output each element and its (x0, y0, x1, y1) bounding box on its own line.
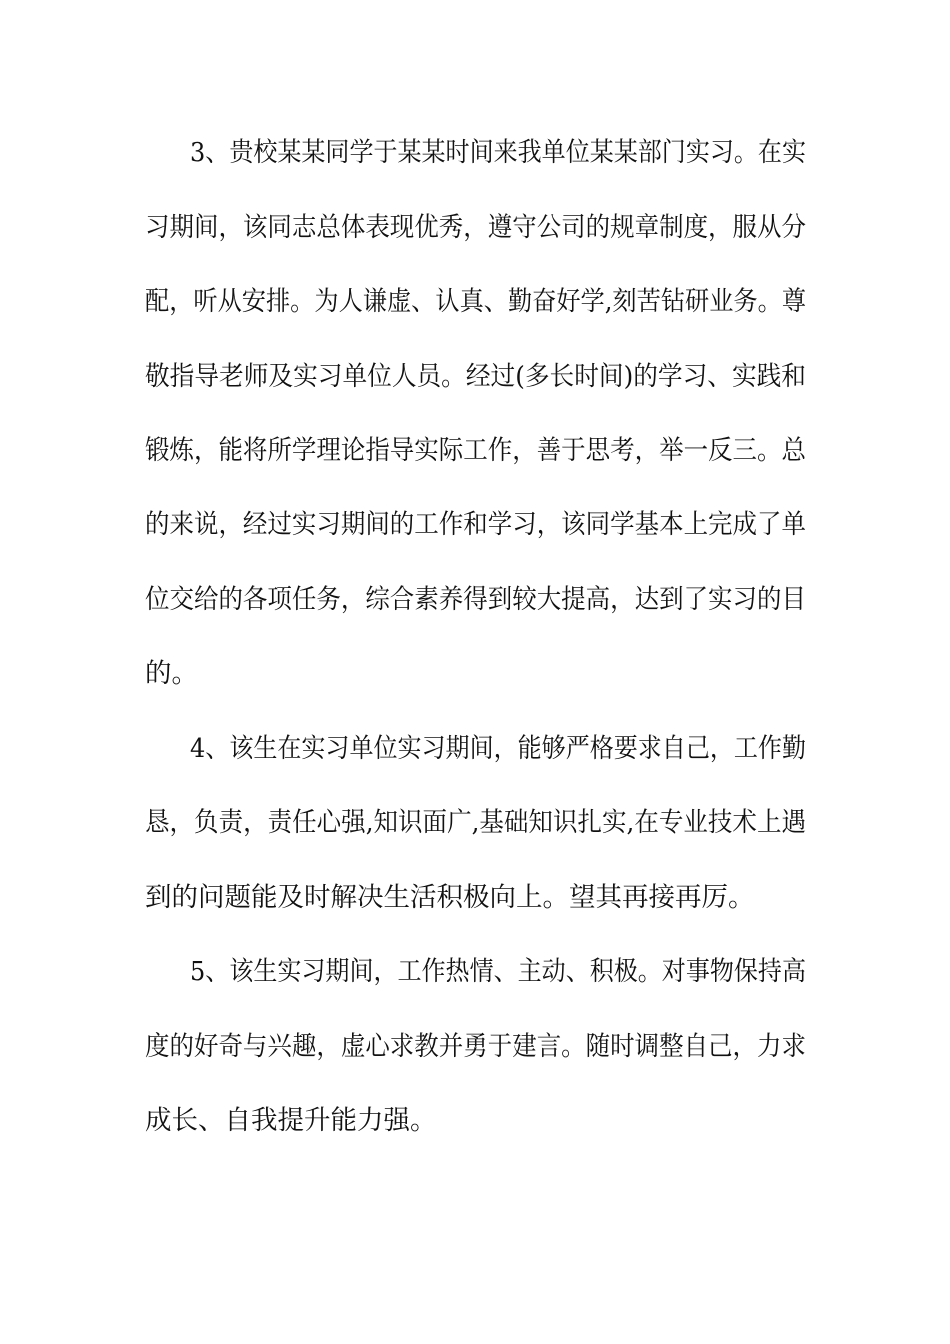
text-line: 4、该生在实习单位实习期间，能够严格要求自己，工作勤 (190, 733, 806, 764)
paragraph-3-line-1 (0, 952, 950, 992)
paragraph-1-line-1 (0, 133, 950, 173)
paragraph-1-line-6 (0, 505, 950, 545)
text-line: 习期间，该同志总体表现优秀，遵守公司的规章制度，服从分 (145, 212, 806, 243)
text-line: 度的好奇与兴趣，虚心求教并勇于建言。随时调整自己，力求 (145, 1031, 806, 1062)
paragraph-1-line-4 (0, 357, 950, 397)
text-line: 到的问题能及时解决生活积极向上。望其再接再厉。 (145, 882, 755, 913)
paragraph-1-line-3 (0, 282, 950, 322)
paragraph-2-line-2 (0, 803, 950, 843)
text-line: 的。 (145, 658, 198, 689)
paragraph-1-line-5 (0, 431, 950, 471)
text-line: 位交给的各项任务，综合素养得到较大提高，达到了实习的目 (145, 584, 806, 615)
paragraph-1-line-7 (0, 580, 950, 620)
text-line: 的来说，经过实习期间的工作和学习，该同学基本上完成了单 (145, 509, 806, 540)
text-line: 3、贵校某某同学于某某时间来我单位某某部门实习。在实 (190, 137, 806, 168)
text-line: 敬指导老师及实习单位人员。经过(多长时间)的学习、实践和 (145, 361, 807, 392)
paragraph-1-line-8 (0, 654, 950, 694)
text-line: 配，听从安排。为人谦虚、认真、勤奋好学,刻苦钻研业务。尊 (145, 286, 807, 317)
paragraph-3-line-3 (0, 1101, 950, 1141)
paragraph-2-line-1 (0, 729, 950, 769)
paragraph-1-line-2 (0, 208, 950, 248)
text-line: 成长、自我提升能力强。 (145, 1105, 437, 1136)
text-line: 锻炼，能将所学理论指导实际工作，善于思考，举一反三。总 (145, 435, 806, 466)
paragraph-3-line-2 (0, 1027, 950, 1067)
text-line: 恳，负责，责任心强,知识面广,基础知识扎实,在专业技术上遇 (145, 807, 806, 838)
text-line: 5、该生实习期间，工作热情、主动、积极。对事物保持高 (190, 956, 806, 987)
paragraph-2-line-3 (0, 878, 950, 918)
